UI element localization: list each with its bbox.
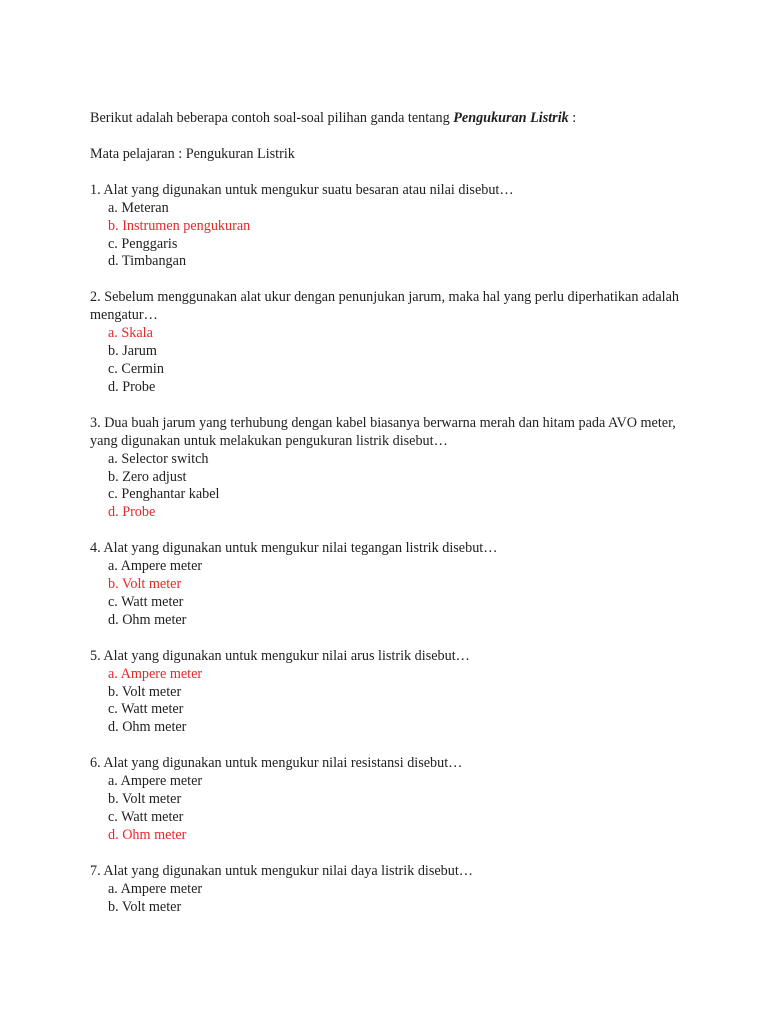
question-text: 5. Alat yang digunakan untuk mengukur nilai arus listrik disebut… — [90, 647, 470, 664]
option-item: a. Ampere meter — [108, 558, 203, 575]
question-3 — [90, 415, 690, 522]
option-correct-answer: b. Volt meter — [108, 576, 182, 593]
question-text: 3. Dua buah jarum yang terhubung dengan kabel biasanya berwarna merah dan hitam pada AVO meter, yang digunakan untuk melakukan pengukuran listrik disebut… — [90, 414, 676, 449]
option-item: c. Watt meter — [108, 593, 184, 610]
option-correct-answer: a. Ampere meter — [108, 665, 203, 682]
question-list — [90, 182, 690, 917]
option-item: a. Ampere meter — [108, 773, 203, 790]
intro-topic: Pengukuran Listrik — [453, 110, 569, 126]
option-list — [90, 451, 690, 523]
question-4 — [90, 540, 690, 630]
question-text: 4. Alat yang digunakan untuk mengukur nilai tegangan listrik disebut… — [90, 540, 498, 557]
option-item: b. Jarum — [108, 343, 157, 360]
option-item: d. Ohm meter — [108, 611, 187, 628]
question-1 — [90, 182, 690, 272]
option-item: c. Cermin — [108, 360, 164, 377]
option-item: b. Volt meter — [108, 898, 182, 915]
option-item: a. Meteran — [108, 199, 169, 216]
option-item: d. Ohm meter — [108, 719, 187, 736]
option-item: a. Selector switch — [108, 450, 209, 467]
option-item: a. Ampere meter — [108, 880, 203, 897]
option-list — [90, 325, 690, 397]
question-2 — [90, 289, 690, 396]
intro-suffix: : — [568, 110, 577, 126]
question-5 — [90, 648, 690, 738]
question-text: 6. Alat yang digunakan untuk mengukur nilai resistansi disebut… — [90, 755, 463, 772]
question-text: 2. Sebelum menggunakan alat ukur dengan penunjukan jarum, maka hal yang perlu diperhatikan adalah mengatur… — [90, 289, 679, 324]
option-item: b. Zero adjust — [108, 468, 187, 485]
option-item: d. Timbangan — [108, 253, 187, 270]
option-correct-answer: d. Probe — [108, 504, 156, 521]
document-page — [90, 110, 690, 917]
option-list — [90, 666, 690, 738]
option-item: c. Watt meter — [108, 809, 184, 825]
option-list — [90, 558, 690, 630]
option-item: b. Volt meter — [108, 683, 182, 700]
option-item: b. Volt meter — [108, 791, 182, 808]
question-text: 7. Alat yang digunakan untuk mengukur nilai daya listrik disebut… — [90, 862, 473, 879]
option-list — [90, 881, 690, 917]
option-correct-answer: b. Instrumen pengukuran — [108, 217, 251, 234]
option-list — [90, 773, 690, 845]
option-item: d. Probe — [108, 378, 156, 395]
intro-prefix: Berikut adalah beberapa contoh soal-soal pilihan ganda tentang — [90, 110, 454, 126]
option-item: c. Watt meter — [108, 701, 184, 718]
option-correct-answer: a. Skala — [108, 325, 153, 342]
question-6 — [90, 755, 690, 845]
option-item: c. Penghantar kabel — [108, 486, 220, 503]
intro-paragraph — [90, 110, 690, 128]
question-7 — [90, 863, 690, 917]
option-correct-answer: d. Ohm meter — [108, 826, 187, 843]
option-list — [90, 200, 690, 272]
option-item: c. Penggaris — [108, 235, 178, 252]
subject-line: Mata pelajaran : Pengukuran Listrik — [90, 145, 295, 162]
question-text: 1. Alat yang digunakan untuk mengukur suatu besaran atau nilai disebut… — [90, 181, 514, 198]
